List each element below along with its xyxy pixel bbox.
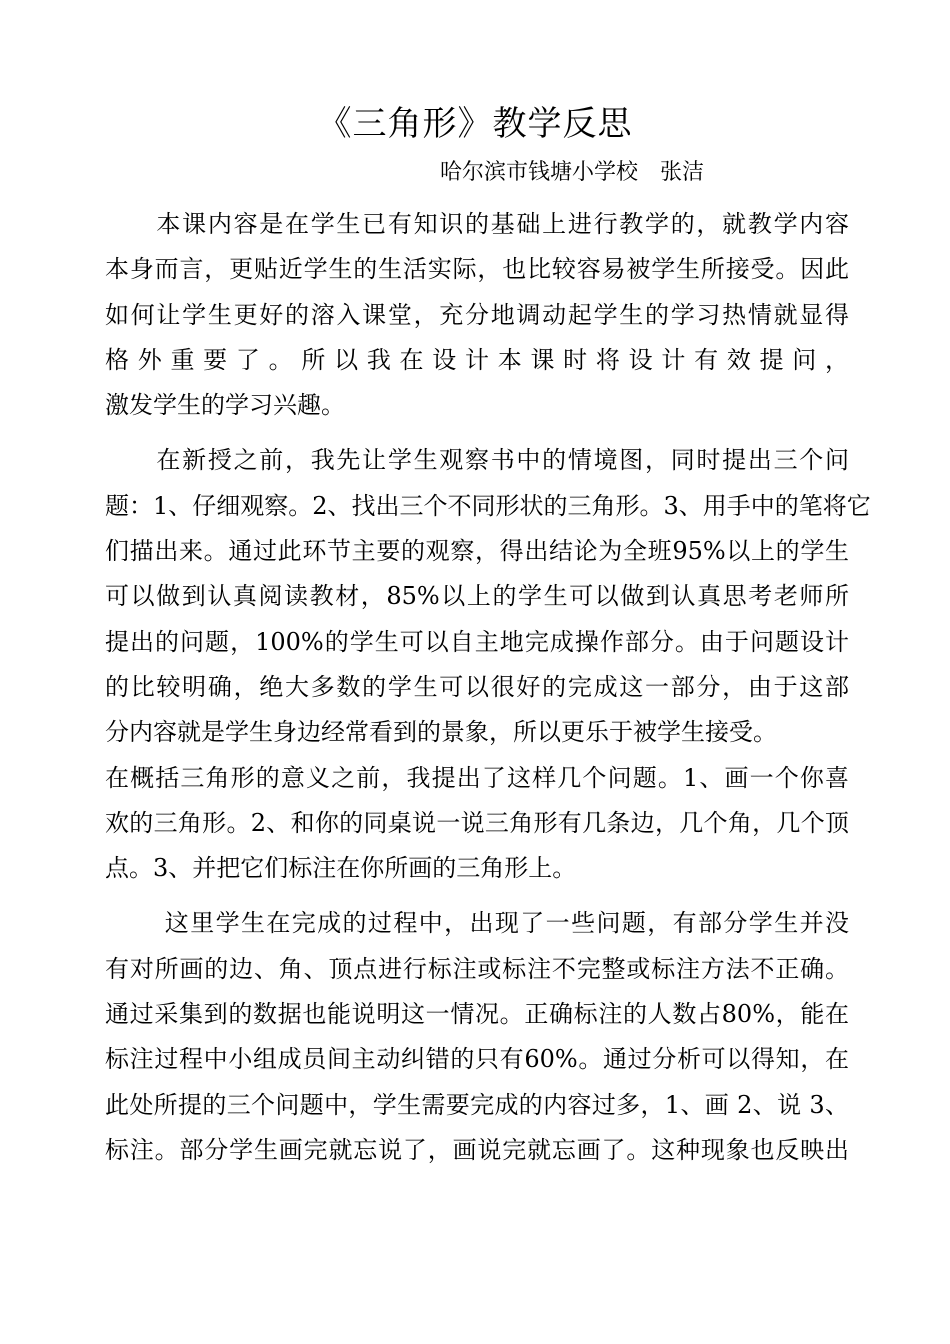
text-line: 在新授之前，我先让学生观察书中的情境图，同时提出三个问: [105, 446, 849, 475]
author-line: 哈尔滨市钱塘小学校 张洁: [440, 160, 705, 185]
text-line: 欢的三角形。2、和你的同桌说一说三角形有几条边，几个角，几个顶: [105, 808, 849, 837]
text-line: 标注。部分学生画完就忘说了，画说完就忘画了。这种现象也反映出: [105, 1135, 849, 1164]
text-line: 题：1、仔细观察。2、找出三个不同形状的三角形。3、用手中的笔将它: [105, 491, 871, 520]
text-line: 此处所提的三个问题中，学生需要完成的内容过多，1、画 2、说 3、: [105, 1090, 849, 1119]
text-line: 这里学生在完成的过程中，出现了一些问题，有部分学生并没: [105, 909, 849, 938]
text-line: 点。3、并把它们标注在你所画的三角形上。: [105, 854, 577, 883]
text-line: 激发学生的学习兴趣。: [105, 391, 345, 420]
text-line: 格外重要了。所以我在设计本课时将设计有效提问，: [105, 345, 849, 374]
text-line: 标注过程中小组成员间主动纠错的只有60%。通过分析可以得知，在: [105, 1045, 849, 1074]
text-line: 如何让学生更好的溶入课堂，充分地调动起学生的学习热情就显得: [105, 300, 849, 329]
text-line: 本身而言，更贴近学生的生活实际，也比较容易被学生所接受。因此: [105, 255, 849, 284]
body-text: [105, 202, 871, 1173]
text-line: 可以做到认真阅读教材，85%以上的学生可以做到认真思考老师所: [105, 582, 849, 611]
text-line: 分内容就是学生身边经常看到的景象，所以更乐于被学生接受。: [105, 718, 777, 747]
text-line: 在概括三角形的意义之前，我提出了这样几个问题。1、画一个你喜: [105, 763, 849, 792]
text-line: 们描出来。通过此环节主要的观察，得出结论为全班95%以上的学生: [105, 537, 849, 566]
text-line: 的比较明确，绝大多数的学生可以很好的完成这一部分，由于这部: [105, 672, 849, 701]
document-title: 《三角形》教学反思: [317, 104, 633, 144]
text-line: 提出的问题，100%的学生可以自主地完成操作部分。由于问题设计: [105, 627, 849, 656]
text-line: 有对所画的边、角、顶点进行标注或标注不完整或标注方法不正确。: [105, 954, 849, 983]
text-line: 本课内容是在学生已有知识的基础上进行教学的，就教学内容: [105, 210, 849, 238]
text-line: 通过采集到的数据也能说明这一情况。正确标注的人数占80%，能在: [105, 1000, 849, 1029]
